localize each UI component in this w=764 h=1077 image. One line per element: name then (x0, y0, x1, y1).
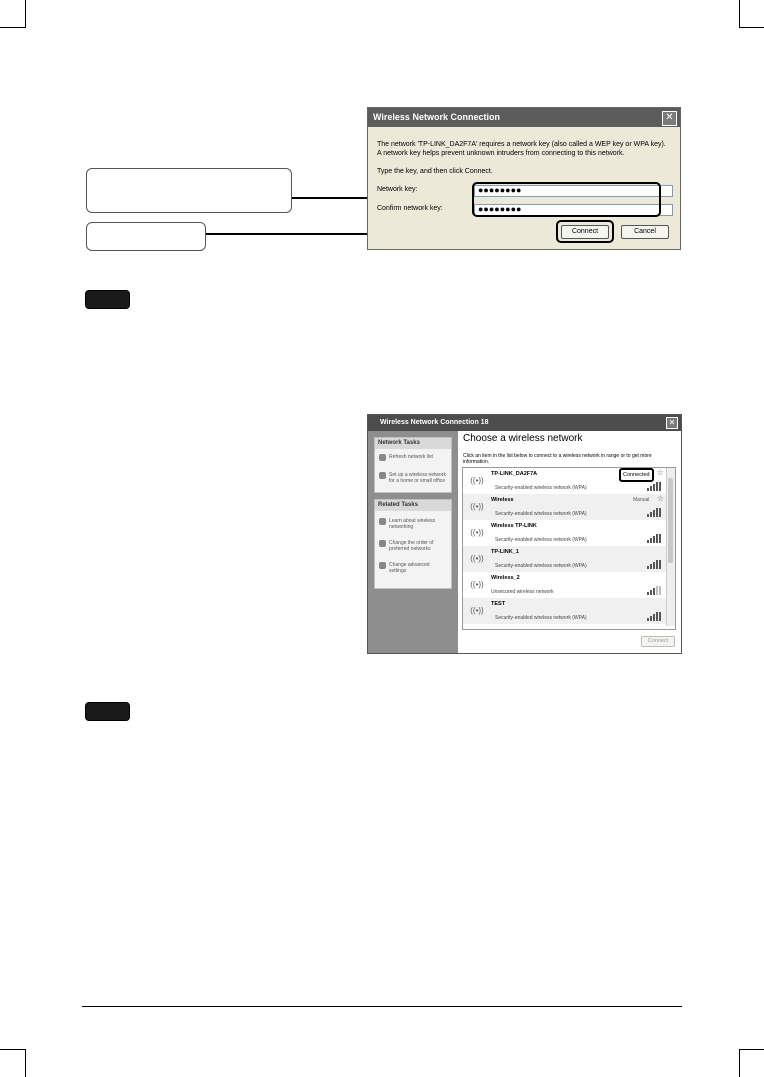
connect-button[interactable]: Connect (641, 636, 675, 647)
network-security-status: Unsecured wireless network (491, 589, 554, 595)
network-row[interactable] (463, 494, 667, 521)
network-key-dialog-title: Wireless Network Connection (368, 108, 680, 127)
step-badge-1 (85, 290, 130, 309)
network-key-dialog (367, 107, 681, 250)
network-security-status: Security-enabled wireless network (WPA) (495, 537, 587, 543)
network-name: TP-LINK_DA2F7A (491, 471, 538, 477)
network-row[interactable] (463, 520, 667, 547)
sidebar (368, 431, 458, 653)
signal-strength-icon (647, 534, 661, 543)
wireless-antenna-icon: ((•)) (470, 580, 484, 589)
refresh-icon (379, 454, 386, 461)
close-icon[interactable]: ✕ (666, 417, 678, 429)
confirm-key-field[interactable]: ●●●●●●●● (474, 204, 673, 216)
network-security-status: Security-enabled wireless network (WPA) (495, 563, 587, 569)
setup-wireless-network-text-2: for a home or small office (389, 478, 446, 484)
step-badge-2 (85, 702, 130, 721)
star-icon: ☆ (656, 468, 664, 477)
network-security-status: Security-enabled wireless network (WPA) (495, 485, 587, 491)
refresh-network-list-text: Refresh network list (389, 454, 433, 460)
network-row[interactable] (463, 598, 667, 625)
change-order-text-2: preferred networks (389, 546, 431, 552)
cancel-button[interactable]: Cancel (621, 225, 669, 239)
network-name: Wireless (491, 497, 514, 503)
wireless-network-list (462, 467, 676, 630)
network-name: TP-LINK_1 (491, 549, 519, 555)
crop-mark-bottom-left (0, 1049, 26, 1077)
connect-button-highlight (556, 220, 614, 243)
network-manual-badge: Manual (633, 497, 650, 503)
change-order-text-1: Change the order of (389, 540, 434, 546)
network-tasks-header: Network Tasks (375, 438, 451, 449)
choose-network-window-title: Wireless Network Connection 18 (368, 415, 681, 431)
dialog-message-line1: The network 'TP-LINK_DA2F7A' requires a network key (also called a WEP key or WPA key). (377, 141, 666, 148)
network-name: Wireless_2 (491, 575, 520, 581)
wireless-antenna-icon: ((•)) (470, 502, 484, 511)
signal-strength-icon (647, 560, 661, 569)
network-row[interactable] (463, 468, 667, 495)
network-security-status: Security-enabled wireless network (WPA) (495, 511, 587, 517)
wireless-antenna-icon: ((•)) (470, 476, 484, 485)
choose-network-intro-2: information. (463, 459, 490, 465)
refresh-network-list-link[interactable] (379, 454, 433, 460)
network-tasks-panel (374, 437, 452, 493)
signal-strength-icon (647, 482, 661, 491)
learn-wireless-link[interactable] (379, 518, 435, 530)
setup-wireless-network-link[interactable] (379, 472, 446, 484)
network-row[interactable] (463, 572, 667, 599)
callout-box-network-key (86, 168, 292, 213)
network-row[interactable] (463, 546, 667, 573)
network-key-label: Network key: (377, 186, 418, 193)
wireless-antenna-icon: ((•)) (470, 528, 484, 537)
connect-button[interactable]: Connect (561, 225, 609, 239)
setup-wireless-network-text-1: Set up a wireless network (389, 472, 446, 478)
choose-network-intro-1: Click an item in the list below to connect to a wireless network in range or to get more (463, 453, 652, 459)
wireless-setup-icon (379, 472, 386, 479)
star-icon: ☆ (656, 494, 664, 503)
network-key-field[interactable]: ●●●●●●●● (474, 185, 673, 197)
change-advanced-text-2: settings (389, 568, 407, 574)
related-tasks-panel (374, 499, 452, 589)
confirm-key-label: Confirm network key: (377, 205, 443, 212)
info-icon (379, 518, 386, 525)
network-connected-badge: Connected (619, 468, 654, 482)
network-security-status: Security-enabled wireless network (WPA) (495, 615, 587, 621)
callout-box-connect (86, 222, 206, 251)
choose-network-window (367, 414, 682, 654)
network-name: Wireless TP-LINK (491, 523, 537, 529)
network-list-pane (458, 431, 681, 653)
wireless-antenna-icon: ((•)) (470, 606, 484, 615)
network-list-scrollbar[interactable] (666, 468, 675, 626)
choose-network-heading: Choose a wireless network (463, 433, 583, 444)
change-advanced-settings-link[interactable] (379, 562, 430, 574)
crop-mark-top-left (0, 0, 26, 28)
close-icon[interactable]: ✕ (662, 111, 677, 126)
footer-rule (82, 1006, 682, 1007)
scrollbar-thumb[interactable] (668, 478, 673, 563)
signal-strength-icon (647, 586, 661, 595)
change-order-link[interactable] (379, 540, 433, 552)
network-key-highlight (472, 182, 661, 217)
crop-mark-bottom-right (739, 1049, 764, 1077)
learn-wireless-text-1: Learn about wireless (389, 518, 436, 524)
dialog-message-line2: A network key helps prevent unknown intruders from connecting to this network. (377, 150, 625, 157)
wireless-antenna-icon: ((•)) (470, 554, 484, 563)
network-name: TEST (491, 601, 506, 607)
dialog-instruction: Type the key, and then click Connect. (377, 168, 493, 175)
change-advanced-text-1: Change advanced (389, 562, 430, 568)
related-tasks-header: Related Tasks (375, 500, 451, 511)
signal-strength-icon (647, 508, 661, 517)
learn-wireless-text-2: networking (389, 524, 414, 530)
crop-mark-top-right (739, 0, 764, 28)
signal-strength-icon (647, 612, 661, 621)
settings-icon (379, 562, 386, 569)
star-icon (379, 540, 386, 547)
